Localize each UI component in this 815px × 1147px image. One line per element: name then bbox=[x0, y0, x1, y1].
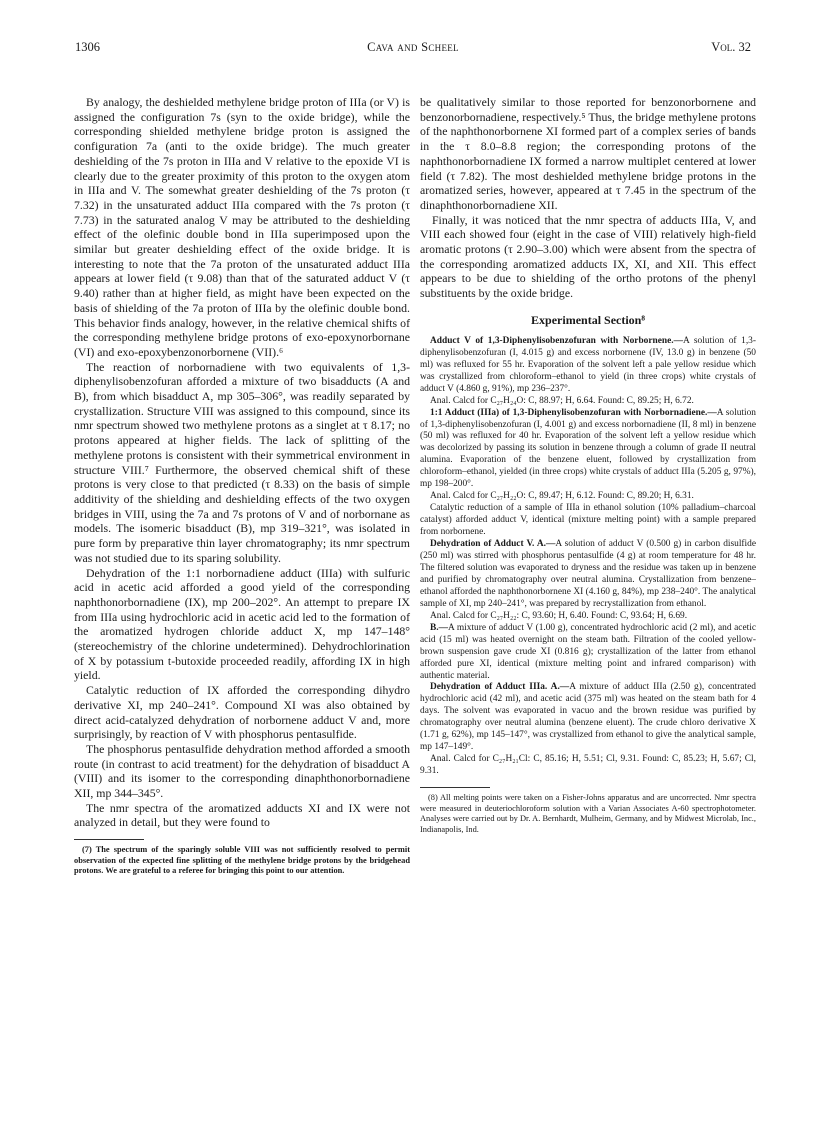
experimental-heading: Adduct V of 1,3-Diphenylisobenzofuran with Norbornene.— bbox=[430, 335, 683, 346]
experimental-heading: B.— bbox=[430, 622, 448, 633]
experimental-heading: Dehydration of Adduct IIIa. A.— bbox=[430, 682, 570, 693]
experimental-text: Anal. Calcd for C₂₇H₂₁Cl: C, 85.16; H, 5.51; Cl, 9.31. Found: C, 85.23; H, 5.67; Cl, 9.31. bbox=[420, 754, 756, 777]
left-column bbox=[74, 95, 410, 877]
experimental-text: A solution of 1,3-diphenylisobenzofuran (I, 4.015 g) and excess norbornene (IV, 13.0 g) in benzene (50 ml) was refluxed for 55 hr. Evaporation of the solvent left a pale yellow residue which was crystallized from chloroform–ethanol to yield (in three crops) white crystals of adduct V (4.860 g, 91%), mp 236–237°. bbox=[420, 335, 756, 394]
experimental-text: A mixture of adduct V (1.00 g), concentrated hydrochloric acid (2 ml), and acetic acid (15 ml) was heated overnight on the steam bath. Filtration of the cooled yellow-brown suspension gave crude XI (0.816 g); crystallization of the latter from ethanol afforded pure XI, identical (mixture melting point and infrared comparison) with authentic material. bbox=[420, 622, 756, 681]
body-paragraph: The nmr spectra of the aromatized adducts XI and IX were not analyzed in detail, but they were found to bbox=[74, 800, 410, 830]
experimental-paragraph bbox=[420, 682, 756, 754]
experimental-text: Anal. Calcd for C₂₇H₂₂O: C, 89.47; H, 6.12. Found: C, 89.20; H, 6.31. bbox=[430, 491, 694, 502]
experimental-text: Anal. Calcd for C₂₇H₂₄O: C, 88.97; H, 6.64. Found: C, 89.25; H, 6.72. bbox=[430, 395, 694, 406]
experimental-paragraph bbox=[420, 408, 756, 492]
experimental-heading: 1:1 Adduct (IIIa) of 1,3-Diphenylisobenzofuran with Norbornadiene.— bbox=[430, 407, 717, 418]
body-paragraph: Finally, it was noticed that the nmr spectra of adducts IIIa, V, and VIII each showed four (eight in the case of VIII) relatively high-field aromatic protons (τ 2.90–3.00) which were absent from the spectra of the corresponding aromatized adducts IX, XI, and XII. This effect appears to be due to shielding of the ortho protons of the phenyl substituents by the oxide bridge. bbox=[420, 212, 756, 301]
body-paragraph: The phosphorus pentasulfide dehydration method afforded a smooth route (in contrast to acid treatment) for the dehydration of bisadduct A (VIII) and its isomer to the corresponding dinaphthonorbornadiene XII, mp 344–345°. bbox=[74, 741, 410, 801]
experimental-paragraph bbox=[420, 623, 756, 683]
analysis-paragraph bbox=[420, 396, 756, 408]
right-column bbox=[420, 95, 756, 835]
footnote-rule bbox=[420, 787, 490, 788]
body-paragraph: be qualitatively similar to those reported for benzonorbornene and benzonorbornadiene, respectively.⁵ Thus, the bridge methylene protons of the naphthonorbornene XI formed part of a complex series of bands in the τ 8.0–8.8 region; the corresponding protons of the naphthonorbornadiene IX formed a narrow multiplet centered at lower field (τ 7.82). The most deshielded methylene bridge protons in the aromatized series, however, appeared at τ 7.45 in the spectrum of the dinaphthonorbornadiene XII. bbox=[420, 95, 756, 212]
experimental-heading: Dehydration of Adduct V. A.— bbox=[430, 539, 556, 550]
experimental-paragraph bbox=[420, 539, 756, 611]
body-paragraph: Catalytic reduction of IX afforded the corresponding dihydro derivative XI, mp 240–241°. Compound XI was also obtained by direct acid-catalyzed dehydration of norbornene adduct V and, more surprisingly, by reaction of V with phosphorus pentasulfide. bbox=[74, 683, 410, 742]
experimental-paragraph bbox=[420, 503, 756, 539]
experimental-text: A solution of 1,3-diphenylisobenzofuran (I, 4.001 g) and excess norbornadiene (II, 8 ml) in benzene (50 ml) was refluxed for 40 hr. Evaporation of the solvent left a yellow residue which was decolorized by passing its solution in benzene through a column of grade II neutral alumina. Evaporation of the benzene eluent, followed by crystallization from chloroform–ethanol, yielded (in three crops) white crystals of adduct IIIa (5.205 g, 97%), mp 198–200°. bbox=[420, 407, 756, 490]
body-paragraph: Dehydration of the 1:1 norbornadiene adduct (IIIa) with sulfuric acid in acetic acid afforded a good yield of the corresponding naphthonorbornadiene (IX), mp 200–202°. An attempt to prepare IX from IIIa using hydrochloric acid in acetic acid led to the formation of the aromatized hydrogen chloride adduct X, mp 147–148° (stereochemistry of the chlorine undetermined). Dehydrochlorination of X by potassium t-butoxide proceeded readily, affording IX in high yield. bbox=[74, 565, 410, 683]
footnote-8: (8) All melting points were taken on a Fisher-Johns apparatus and are uncorrected. Nmr spectra were measured in deuteriochloroform solution with a Varian Associates A-60 spectrophotometer. Analyses were carried out by Dr. A. Bernhardt, Mulheim, Germany, and by Midwest Microlab, Inc., Indianapolis, Ind. bbox=[420, 793, 756, 834]
footnote-7: (7) The spectrum of the sparingly soluble VIII was not sufficiently resolved to permit observation of the expected fine splitting of the methylene bridge protons by the bridgehead protons. We are grateful to a referee for bringing this point to our attention. bbox=[74, 845, 410, 876]
experimental-text: Catalytic reduction of a sample of IIIa in ethanol solution (10% palladium–charcoal catalyst) afforded adduct V, identical (mixture melting point) with a sample prepared from norbornene. bbox=[420, 503, 756, 538]
volume-label: Vol. 32 bbox=[711, 40, 751, 54]
section-title: Experimental Section⁸ bbox=[531, 312, 645, 327]
experimental-text: Anal. Calcd for C₂₇H₂₂: C, 93.60; H, 6.40. Found: C, 93.64; H, 6.69. bbox=[430, 610, 688, 621]
footnote-rule bbox=[74, 839, 144, 840]
analysis-paragraph bbox=[420, 491, 756, 503]
page-header bbox=[75, 40, 751, 60]
analysis-paragraph bbox=[420, 754, 756, 778]
body-paragraph: By analogy, the deshielded methylene bridge proton of IIIa (or V) is assigned the configuration 7s (syn to the oxide bridge), while the corresponding shielded methylene bridge proton is assigned the configuration 7a (anti to the oxide bridge). The much greater deshielding of the 7s proton in IIIa and V relative to the epoxide VI is clearly due to the greater proximity of this proton to the oxygen atom in IIIa and V. The somewhat greater deshielding of the 7s proton (τ 7.32) in the unsaturated adduct IIIa compared with the 7s proton (τ 7.73) in the saturated analog V may be attributed to the deshielding effect of the olefinic double bond in IIIa superimposed upon the similar but greater deshielding effect of the oxide bridge. It is interesting to note that the 7a proton of the unsaturated adduct IIIa appears at lower field (τ 9.08) than that of the saturated adduct V (τ 9.40) rather than at higher field, as might have been expected on the basis of shielding of the 7a proton of IIIa by the olefinic double bond. This behavior finds analogy, however, in the relative chemical shifts of the corresponding methylene bridge protons of exo-epoxynorbornane (VI) and exo-epoxybenzonorbornene (VII).⁶ bbox=[74, 95, 410, 359]
experimental-text: A mixture of adduct IIIa (2.50 g), concentrated hydrochloric acid (42 ml), and acetic acid (375 ml) was heated on the steam bath for 4 days. The solvent was evaporated in vacuo and the brown residue was purified by chromatography over neutral alumina (benzene eluent). The crude chloro derivative X (1.71 g, 62%), mp 145–147°, was crystallized from ethanol to give the analytical sample, mp 147–149°. bbox=[420, 682, 756, 753]
body-paragraph: The reaction of norbornadiene with two equivalents of 1,3-diphenylisobenzofuran afforded a mixture of two bisadducts (A and B), from which bisadduct A, mp 305–306°, was readily separated by crystallization. Structure VIII was assigned to this compound, since its nmr spectrum showed two methylene protons as a singlet at τ 8.17; no protons appeared at higher fields. The lack of splitting of the methylene protons is consistent with their symmetrical environment in structure VIII.⁷ Furthermore, the observed chemical shift of these protons is very close to that predicted (τ 8.33) on the basis of simple additivity of the shielding and deshielding effects of the two oxygen bridges in VIII, using the 7a and 7s protons of V and of norbornane as models. The isomeric bisadduct (B), mp 319–321°, was isolated in pure form by preparative thin layer chromatography; its nmr spectrum was not studied due to its sparing solubility. bbox=[74, 359, 410, 565]
analysis-paragraph bbox=[420, 611, 756, 623]
page-number: 1306 bbox=[75, 40, 100, 54]
experimental-paragraph bbox=[420, 336, 756, 396]
experimental-text: A solution of adduct V (0.500 g) in carbon disulfide (250 ml) was stirred with phosphorus pentasulfide (4 g) at room temperature for 48 hr. The filtered solution was evaporated to dryness and the residue was taken up in benzene and purified by chromatography over neutral alumina. Crystallization from benzene–ethanol afforded the naphthonorbornene XI (4.160 g, 84%), mp 238–240°. The analytical sample of XI, mp 240–241°, was prepared by recrystallization from ethanol. bbox=[420, 539, 756, 609]
running-title: Cava and Scheel bbox=[367, 40, 459, 54]
